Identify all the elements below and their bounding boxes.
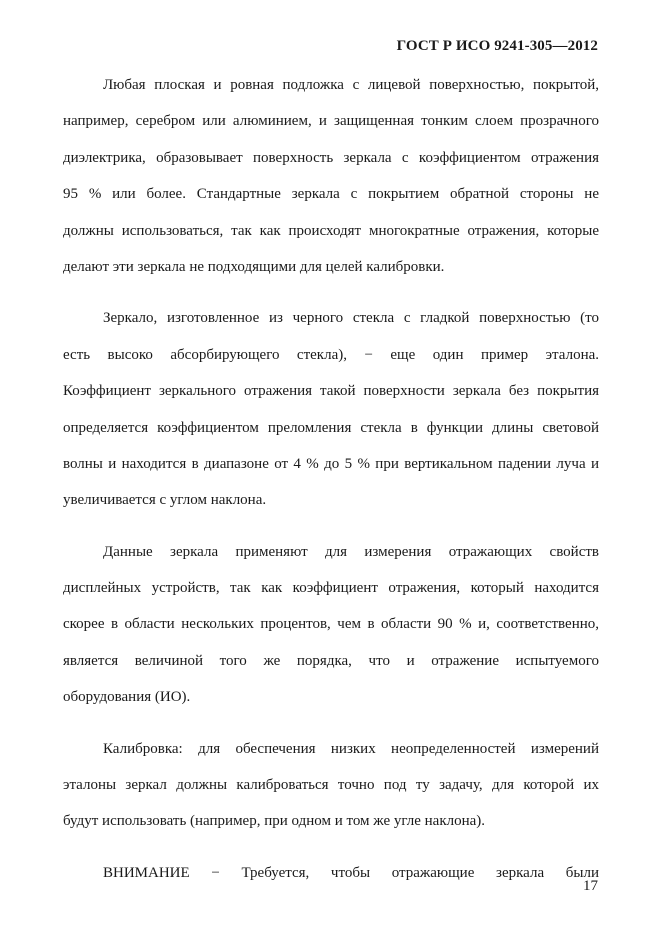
text-line: должны использоваться, так как происходят многократные отражения, которые <box>63 222 599 239</box>
text-line: 95 % или более. Стандартные зеркала с покрытием обратной стороны не <box>63 186 599 203</box>
text-line: скорее в области нескольких процентов, чем в области 90 % и, соответственно, <box>63 616 599 633</box>
paragraph <box>63 737 599 846</box>
text-line: волны и находится в диапазоне от 4 % до 5 % при вертикальном падении луча и <box>63 455 599 472</box>
paragraph <box>63 306 599 524</box>
text-line: является величиной того же порядка, что и отражение испытуемого <box>63 652 599 669</box>
document-body <box>63 73 599 912</box>
text-line: эталоны зеркал должны калиброваться точно под ту задачу, для которой их <box>63 777 599 794</box>
paragraph <box>63 540 599 722</box>
paragraph <box>63 861 599 897</box>
text-line: например, серебром или алюминием, и защищенная тонким слоем прозрачного <box>63 113 599 130</box>
text-line: увеличивается с углом наклона. <box>63 492 267 509</box>
text-line: оборудования (ИО). <box>63 689 191 706</box>
text-line: делают эти зеркала не подходящими для целей калибровки. <box>63 258 445 275</box>
text-line: Коэффициент зеркального отражения такой поверхности зеркала без покрытия <box>63 383 599 400</box>
text-line: есть высоко абсорбирующего стекла), − еще один пример эталона. <box>63 346 599 363</box>
text-line: Калибровка: для обеспечения низких неопределенностей измерений <box>103 740 599 757</box>
page-number: 17 <box>583 878 598 894</box>
text-line: определяется коэффициентом преломления стекла в функции длины световой <box>63 419 599 436</box>
text-line: будут использовать (например, при одном и том же угле наклона). <box>63 813 486 830</box>
text-line: диэлектрика, образовывает поверхность зеркала с коэффициентом отражения <box>63 149 599 166</box>
paragraph <box>63 73 599 291</box>
text-line: дисплейных устройств, так как коэффициент отражения, который находится <box>63 580 599 597</box>
text-line: Зеркало, изготовленное из черного стекла с гладкой поверхностью (то <box>103 310 599 327</box>
text-line: ВНИМАНИЕ − Требуется, чтобы отражающие зеркала были <box>103 864 599 881</box>
text-line: Данные зеркала применяют для измерения отражающих свойств <box>103 543 599 560</box>
standard-header: ГОСТ Р ИСО 9241-305—2012 <box>396 38 598 54</box>
text-line: Любая плоская и ровная подложка с лицевой поверхностью, покрытой, <box>103 77 599 93</box>
